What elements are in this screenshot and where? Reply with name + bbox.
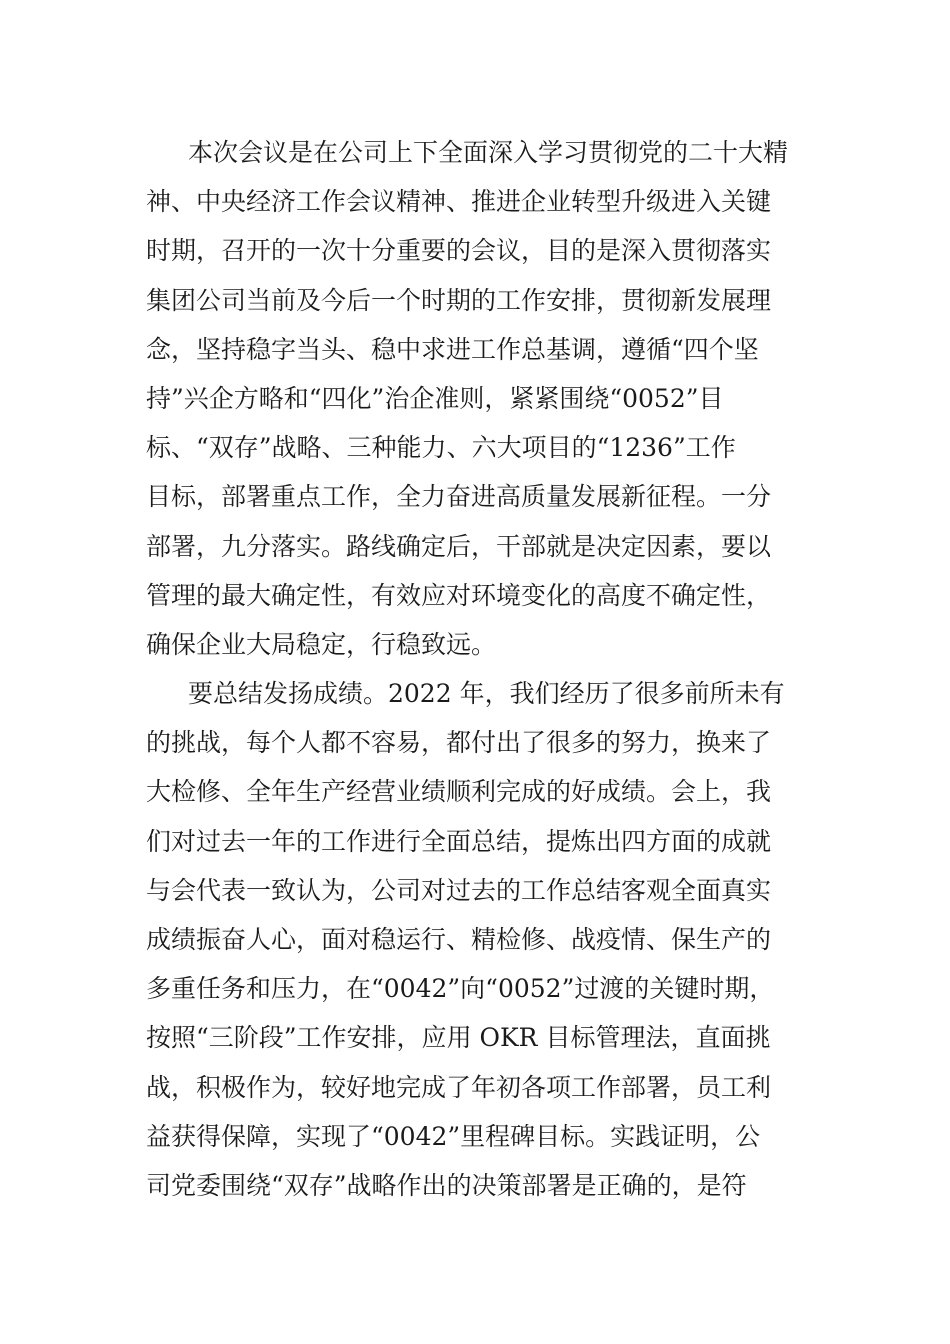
text-line: 要总结发扬成绩。2022 年，我们经历了很多前所未有 [188,679,785,709]
text-line: 持”兴企方略和“四化”治企准则，紧紧围绕“0052”目 [146,383,724,413]
text-line: 益获得保障，实现了“0042”里程碑目标。实践证明，公 [146,1121,761,1151]
text-line: 标、“双存”战略、三种能力、六大项目的“1236”工作 [146,433,736,463]
paragraph-summarize-achievements [146,669,826,1210]
text-line: 部署，九分落实。路线确定后，干部就是决定因素，要以 [146,531,772,561]
text-line: 神、中央经济工作会议精神、推进企业转型升级进入关键 [146,187,772,217]
text-line: 战，积极作为，较好地完成了年初各项工作部署，员工利 [146,1072,772,1102]
text-line: 念，坚持稳字当头、稳中求进工作总基调，遵循“四个坚 [146,334,759,364]
text-line: 时期，召开的一次十分重要的会议，目的是深入贯彻落实 [146,236,772,266]
text-line: 按照“三阶段”工作安排，应用 OKR 目标管理法，直面挑 [146,1023,771,1053]
text-line: 们对过去一年的工作进行全面总结，提炼出四方面的成就 [146,826,772,856]
text-line: 目标，部署重点工作，全力奋进高质量发展新征程。一分 [146,482,772,512]
document-body [146,128,826,1210]
text-line: 与会代表一致认为，公司对过去的工作总结客观全面真实 [146,875,772,905]
text-line: 成绩振奋人心，面对稳运行、精检修、战疫情、保生产的 [146,925,772,954]
text-line: 大检修、全年生产经营业绩顺利完成的好成绩。会上，我 [146,777,772,807]
text-line: 多重任务和压力，在“0042”向“0052”过渡的关键时期， [146,974,775,1004]
text-line: 集团公司当前及今后一个时期的工作安排，贯彻新发展理 [146,285,772,315]
text-line: 的挑战，每个人都不容易，都付出了很多的努力，换来了 [146,728,772,758]
paragraph-meeting-purpose [146,128,826,669]
text-line: 本次会议是在公司上下全面深入学习贯彻党的二十大精 [188,138,789,167]
text-line: 司党委围绕“双存”战略作出的决策部署是正确的，是符 [146,1170,747,1200]
text-line: 管理的最大确定性，有效应对环境变化的高度不确定性， [146,580,772,610]
text-line: 确保企业大局稳定，行稳致远。 [146,629,497,659]
